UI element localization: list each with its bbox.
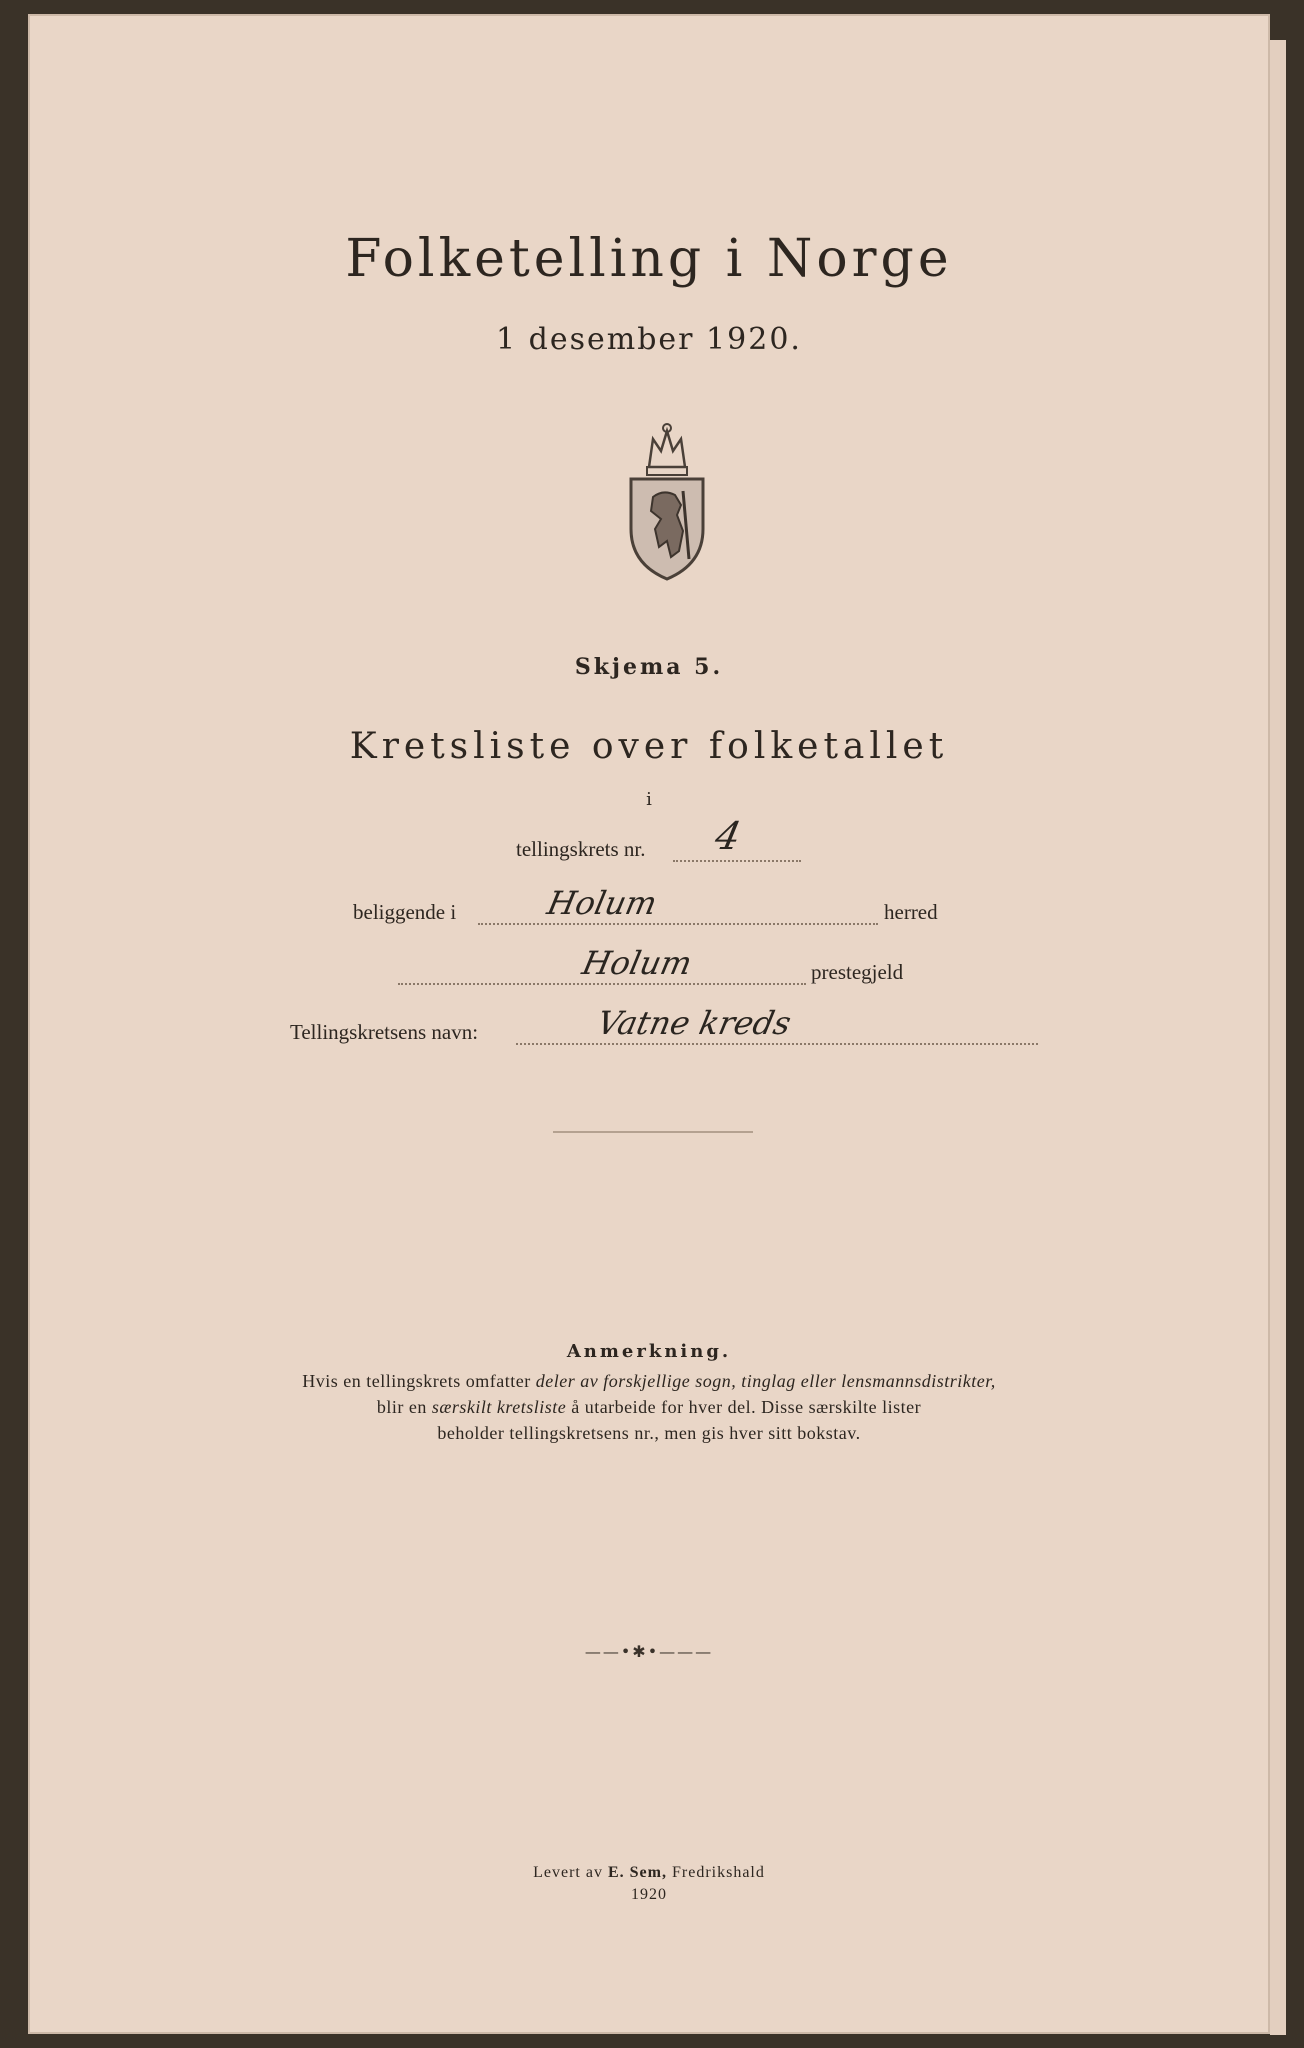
ornament-divider: ——•✱•——— bbox=[584, 1642, 714, 1661]
remark-line-2-text-b: å utarbeide for hver del. Disse særskilte lister bbox=[566, 1397, 922, 1417]
printer-city: Fredrikshald bbox=[666, 1864, 765, 1881]
located-in-label: beliggende i bbox=[353, 900, 457, 924]
parish-suffix: prestegjeld bbox=[811, 960, 904, 984]
district-name-value: Vatne kreds bbox=[593, 1004, 795, 1042]
remark-line-2 bbox=[28, 1397, 1270, 1418]
district-name-label: Tellingskretsens navn: bbox=[290, 1020, 479, 1044]
separator-rule bbox=[553, 1131, 753, 1133]
municipality-line bbox=[478, 923, 878, 925]
municipality-value: Holum bbox=[543, 884, 661, 922]
remark-line-1-text: Hvis en tellingskrets omfatter bbox=[302, 1371, 536, 1391]
remark-heading: Anmerkning. bbox=[566, 1341, 732, 1362]
printer-year: 1920 bbox=[631, 1886, 667, 1903]
parish-line bbox=[398, 983, 806, 985]
remark-line-1 bbox=[28, 1371, 1270, 1392]
district-name-line bbox=[516, 1043, 1038, 1045]
printer-prefix: Levert av bbox=[533, 1864, 608, 1881]
remark-line-2-emphasis: særskilt kretsliste bbox=[431, 1397, 567, 1417]
remark-line-3: beholder tellingskretsens nr., men gis hver sitt bokstav. bbox=[437, 1423, 861, 1443]
parish-value: Holum bbox=[578, 944, 696, 982]
remark-line-2-text-a: blir en bbox=[376, 1397, 432, 1417]
document-title: Folketelling i Norge bbox=[345, 229, 953, 289]
document-page bbox=[28, 14, 1270, 2034]
form-heading: Kretsliste over folketallet bbox=[349, 726, 949, 767]
paper-edge bbox=[1270, 40, 1286, 2035]
printer-line bbox=[28, 1864, 1270, 1882]
connector-word: i bbox=[646, 789, 652, 810]
norwegian-coat-of-arms-icon bbox=[623, 419, 711, 584]
district-number-label: tellingskrets nr. bbox=[516, 837, 646, 861]
district-number-value: 4 bbox=[711, 814, 745, 858]
schema-label: Skjema 5. bbox=[574, 654, 724, 680]
district-number-line bbox=[673, 860, 801, 862]
printer-name: E. Sem, bbox=[607, 1864, 667, 1881]
municipality-suffix: herred bbox=[884, 900, 938, 924]
remark-line-1-emphasis: deler av forskjellige sogn, tinglag eller lensmannsdistrikter, bbox=[535, 1371, 996, 1391]
census-date: 1 desember 1920. bbox=[496, 322, 802, 357]
